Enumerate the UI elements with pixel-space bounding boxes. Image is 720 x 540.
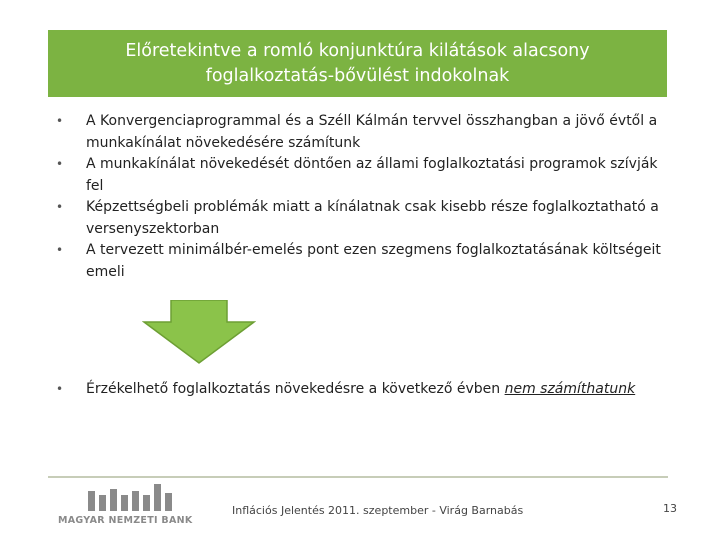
slide-title-line1: Előretekintve a romló konjunktúra kilátások alacsony xyxy=(125,40,590,61)
conclusion-emphasis: nem számíthatunk xyxy=(504,381,636,397)
logo-text: MAGYAR NEMZETI BANK xyxy=(58,515,193,526)
footer-divider xyxy=(48,476,668,478)
bullet-text: A Konvergenciaprogrammal és a Széll Kálmán tervvel összhangban a jövő évtől a munkakínálat növekedésére számítunk xyxy=(86,113,658,151)
bullet-text: Képzettségbeli problémák miatt a kínálatnak csak kisebb része foglalkoztatható a versenyszektorban xyxy=(86,199,659,237)
bullet-marker: • xyxy=(56,157,64,171)
slide-title-line2: foglalkoztatás-bővülést indokolnak xyxy=(205,65,510,86)
bullet-marker: • xyxy=(56,114,64,128)
mnb-logo-icon xyxy=(56,484,196,514)
bullet-item-4 xyxy=(54,240,674,283)
footer-caption: Inflációs Jelentés 2011. szeptember - Virág Barnabás xyxy=(232,504,524,517)
bullet-item-1 xyxy=(54,111,674,154)
down-arrow-icon xyxy=(142,300,256,364)
bullet-marker: • xyxy=(56,243,64,257)
page-number: 13 xyxy=(663,502,677,515)
bullet-marker: • xyxy=(56,382,64,396)
bullet-list xyxy=(54,111,674,283)
conclusion-text: Érzékelhető foglalkoztatás növekedésre a következő évben xyxy=(86,381,505,397)
bullet-item-3 xyxy=(54,197,674,240)
bullet-marker: • xyxy=(56,200,64,214)
bullet-text: A tervezett minimálbér-emelés pont ezen szegmens foglalkoztatásának költségeit emeli xyxy=(86,242,661,280)
bullet-item-2 xyxy=(54,154,674,197)
slide-title xyxy=(48,30,667,97)
conclusion-item xyxy=(54,379,706,401)
bullet-text: A munkakínálat növekedését döntően az állami foglalkoztatási programok szívják fel xyxy=(86,156,658,194)
